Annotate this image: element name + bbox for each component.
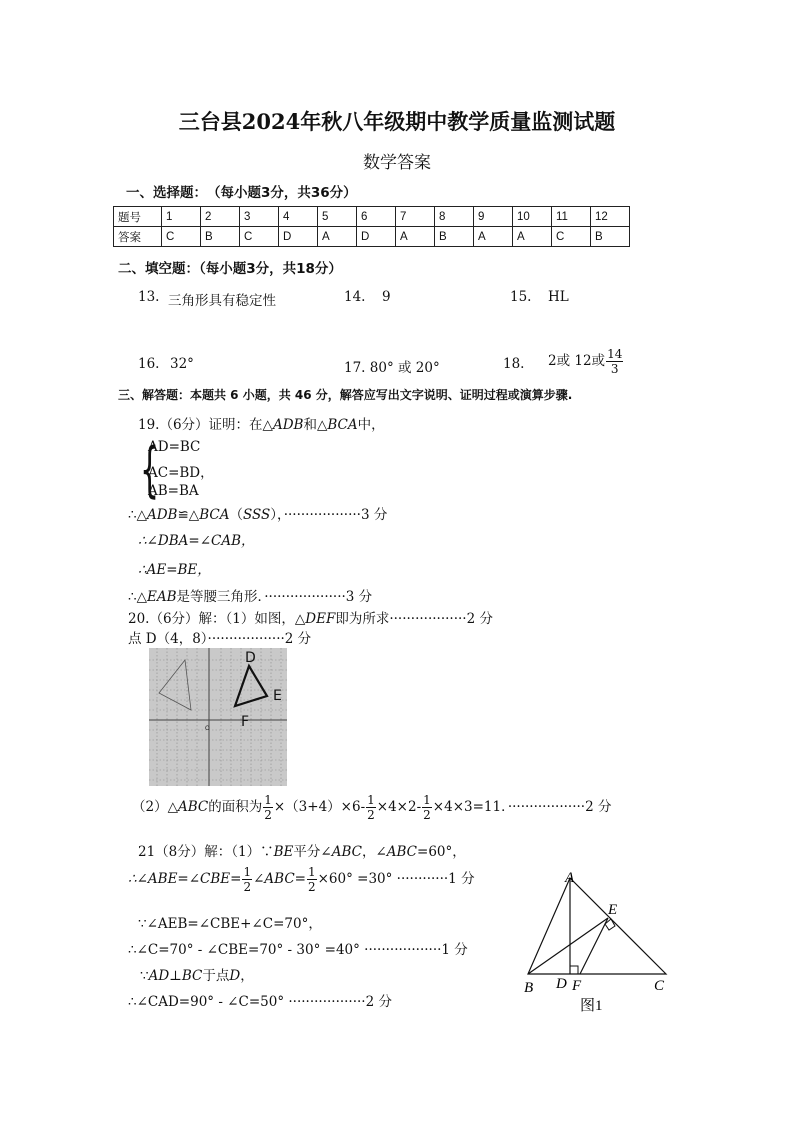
q20-line-3-term2: ×4×2- xyxy=(376,799,422,815)
half-fraction xyxy=(307,866,317,893)
q21-line-6: ∴∠CAD=90° - ∠C=50° ··················2 分 xyxy=(128,994,392,1010)
q21-line-3: ∵∠AEB=∠CBE+∠C=70°， xyxy=(138,916,322,932)
q20-line-3-tri: ABC xyxy=(177,799,209,815)
q21-line-1-value: =60°， xyxy=(417,844,466,860)
q19-heading-tail: 中， xyxy=(357,417,385,433)
q19-heading-mid: 和△ xyxy=(303,417,328,433)
q21-line-1-comma: ，∠ xyxy=(361,844,387,860)
table-cell: A xyxy=(474,227,513,247)
table-cell: 1 xyxy=(162,207,201,227)
q19-line-4-text: ∴△ xyxy=(128,589,147,605)
q19-line-1-tri2: BCA xyxy=(199,507,230,523)
q21-line-1 xyxy=(138,840,466,860)
table-cell: C xyxy=(240,227,279,247)
q21-line-5-at: 于点 xyxy=(202,968,230,984)
right-angle-mark-d xyxy=(570,966,578,974)
q21-line-5 xyxy=(140,964,254,984)
vertex-label-c: C xyxy=(654,978,665,994)
q21-line-2-score: ×60° =30° ············1 分 xyxy=(317,871,475,887)
photo-label-e: E xyxy=(273,688,282,704)
q16-number: 16. xyxy=(138,356,160,372)
table-answer-label: 答案 xyxy=(114,227,162,247)
segment-ef xyxy=(580,918,608,974)
table-cell: 2 xyxy=(201,207,240,227)
q19-triangle-2: BCA xyxy=(327,417,358,433)
photo-background xyxy=(149,648,287,786)
figure-caption: 图1 xyxy=(580,998,603,1014)
fraction-denominator: 2 xyxy=(264,808,272,822)
table-cell: 4 xyxy=(279,207,318,227)
table-cell: C xyxy=(162,227,201,247)
page-subtitle: 数学答案 xyxy=(363,153,431,173)
q20-line-3 xyxy=(132,794,611,821)
fraction-denominator: 2 xyxy=(307,880,316,894)
table-cell: 3 xyxy=(240,207,279,227)
q18-answer xyxy=(548,348,624,375)
q18-fraction-numerator: 14 xyxy=(607,347,623,361)
vertex-label-f: F xyxy=(572,978,582,994)
half-fraction xyxy=(263,794,273,821)
q19-line-1-sss: SSS xyxy=(242,507,271,523)
q21-line-2-angle: ∠ABC= xyxy=(253,871,306,887)
q21-line-5-ad: AD xyxy=(148,968,170,984)
q19-brace: { xyxy=(140,435,160,505)
q19-condition-3: AB=BA xyxy=(148,483,199,499)
q15-answer: HL xyxy=(548,289,569,305)
fraction-denominator: 2 xyxy=(243,880,252,894)
photo-label-o: O xyxy=(205,725,210,732)
q21-line-2-text: ∴∠ABE=∠CBE= xyxy=(128,871,242,887)
q19-line-3: ∴AE=BE， xyxy=(138,562,211,578)
half-fraction xyxy=(422,794,432,821)
section-3-heading: 三、解答题：本题共 6 小题，共 46 分，解答应写出文字说明、证明过程或演算步骤. xyxy=(118,388,573,402)
q19-heading xyxy=(138,413,385,433)
table-cell: B xyxy=(201,227,240,247)
table-row-answers xyxy=(114,227,630,247)
q19-line-4-tri: EAB xyxy=(146,589,177,605)
q21-line-1-text: 21（8分）解：（1）∵ xyxy=(138,844,274,860)
fraction-numerator: 1 xyxy=(367,793,375,807)
q18-answer-prefix: 2或 12或 xyxy=(548,353,606,369)
q13-answer: 三角形具有稳定性 xyxy=(168,293,276,309)
vertex-label-b: B xyxy=(524,980,534,996)
q19-line-1-tri1: ADB xyxy=(146,507,178,523)
q19-line-4-score: 是等腰三角形．···················3 分 xyxy=(176,589,373,605)
q19-line-4 xyxy=(128,585,372,605)
table-cell: C xyxy=(552,227,591,247)
q19-line-2: ∴∠DBA=∠CAB， xyxy=(138,533,255,549)
fraction-numerator: 1 xyxy=(243,865,252,879)
photo-label-f: F xyxy=(241,714,250,730)
table-cell: D xyxy=(357,227,396,247)
q18-fraction-denominator: 3 xyxy=(610,362,619,376)
table-cell: 12 xyxy=(591,207,630,227)
figure-1 xyxy=(518,868,688,1018)
section-1-heading: 一、选择题： （每小题3分，共36分） xyxy=(126,185,357,201)
q19-line-1-text: ∴△ xyxy=(128,507,147,523)
table-cell: 6 xyxy=(357,207,396,227)
q18-number: 18. xyxy=(503,356,525,372)
q21-line-5-d: D xyxy=(229,968,241,984)
q21-line-5-because: ∵ xyxy=(140,968,149,984)
q18-fraction xyxy=(606,348,623,375)
table-cell: D xyxy=(279,227,318,247)
q19-line-1 xyxy=(128,503,387,523)
table-cell: 8 xyxy=(435,207,474,227)
q19-triangle-1: ADB xyxy=(272,417,304,433)
table-cell: 9 xyxy=(474,207,513,227)
q21-line-2 xyxy=(128,866,475,893)
page-title: 三台县2024年秋八年级期中教学质量监测试题 xyxy=(178,109,616,134)
table-cell: 5 xyxy=(318,207,357,227)
q20-line-3-term1: ×（3+4）×6- xyxy=(273,799,366,815)
q14-answer: 9 xyxy=(382,289,391,305)
vertex-label-e: E xyxy=(608,902,618,918)
fraction-denominator: 2 xyxy=(367,808,375,822)
q19-line-1-congruent: ≌△ xyxy=(177,507,200,523)
table-cell: A xyxy=(396,227,435,247)
half-fraction xyxy=(242,866,252,893)
q21-line-1-be: BE xyxy=(273,844,294,860)
section-2-heading: 二、填空题：（每小题3分，共18分） xyxy=(118,261,342,277)
q20-line-1-tri: DEF xyxy=(305,611,336,627)
table-cell: A xyxy=(513,227,552,247)
q20-line-3-text: （2）△ xyxy=(132,799,178,815)
fraction-numerator: 1 xyxy=(423,793,431,807)
table-cell: A xyxy=(318,227,357,247)
q19-condition-1: AD=BC xyxy=(148,439,201,455)
table-cell: 7 xyxy=(396,207,435,227)
answer-table xyxy=(113,206,630,247)
table-row-numbers xyxy=(114,207,630,227)
q19-condition-2: AC=BD， xyxy=(148,465,214,481)
q20-grid-photo xyxy=(149,648,287,786)
q20-line-1-text: 20.（6分）解：（1）如图，△ xyxy=(128,611,306,627)
vertex-label-d: D xyxy=(556,976,567,992)
q13-number: 13. xyxy=(138,289,160,305)
q16-answer: 32° xyxy=(170,356,194,372)
q19-line-1-paren: （ xyxy=(229,507,243,523)
q20-line-1 xyxy=(128,607,493,627)
fraction-numerator: 1 xyxy=(264,793,272,807)
table-cell: 11 xyxy=(552,207,591,227)
q19-line-1-score: ），··················3 分 xyxy=(270,507,388,523)
q21-line-5-perp: ⊥ xyxy=(169,968,182,984)
table-cell: 10 xyxy=(513,207,552,227)
table-cell: B xyxy=(435,227,474,247)
q21-line-1-abc: ABC xyxy=(331,844,362,860)
fraction-numerator: 1 xyxy=(307,865,316,879)
q14-number: 14. xyxy=(344,289,366,305)
q21-line-4: ∴∠C=70° - ∠CBE=70° - 30° =40° ··················1 分 xyxy=(128,942,468,958)
table-cell: B xyxy=(591,227,630,247)
half-fraction xyxy=(366,794,376,821)
photo-label-d: D xyxy=(245,650,256,666)
q20-line-1-score: 即为所求··················2 分 xyxy=(335,611,493,627)
vertex-label-a: A xyxy=(565,870,575,886)
q21-line-1-abc2: ABC xyxy=(386,844,418,860)
table-header-label: 题号 xyxy=(114,207,162,227)
q20-line-2: 点 D（4，8）··················2 分 xyxy=(128,631,312,647)
q21-line-5-bc: BC xyxy=(181,968,203,984)
q19-heading-text: 19.（6分）证明：在△ xyxy=(138,417,273,433)
q15-number: 15. xyxy=(510,289,532,305)
q20-line-3-score: ×4×3=11．··················2 分 xyxy=(432,799,612,815)
q21-line-1-bisects: 平分∠ xyxy=(293,844,332,860)
fraction-denominator: 2 xyxy=(423,808,431,822)
q20-line-3-area: 的面积为 xyxy=(208,799,263,815)
q17-answer: 17. 80° 或 20° xyxy=(344,360,440,376)
q21-line-5-comma: ， xyxy=(240,968,254,984)
